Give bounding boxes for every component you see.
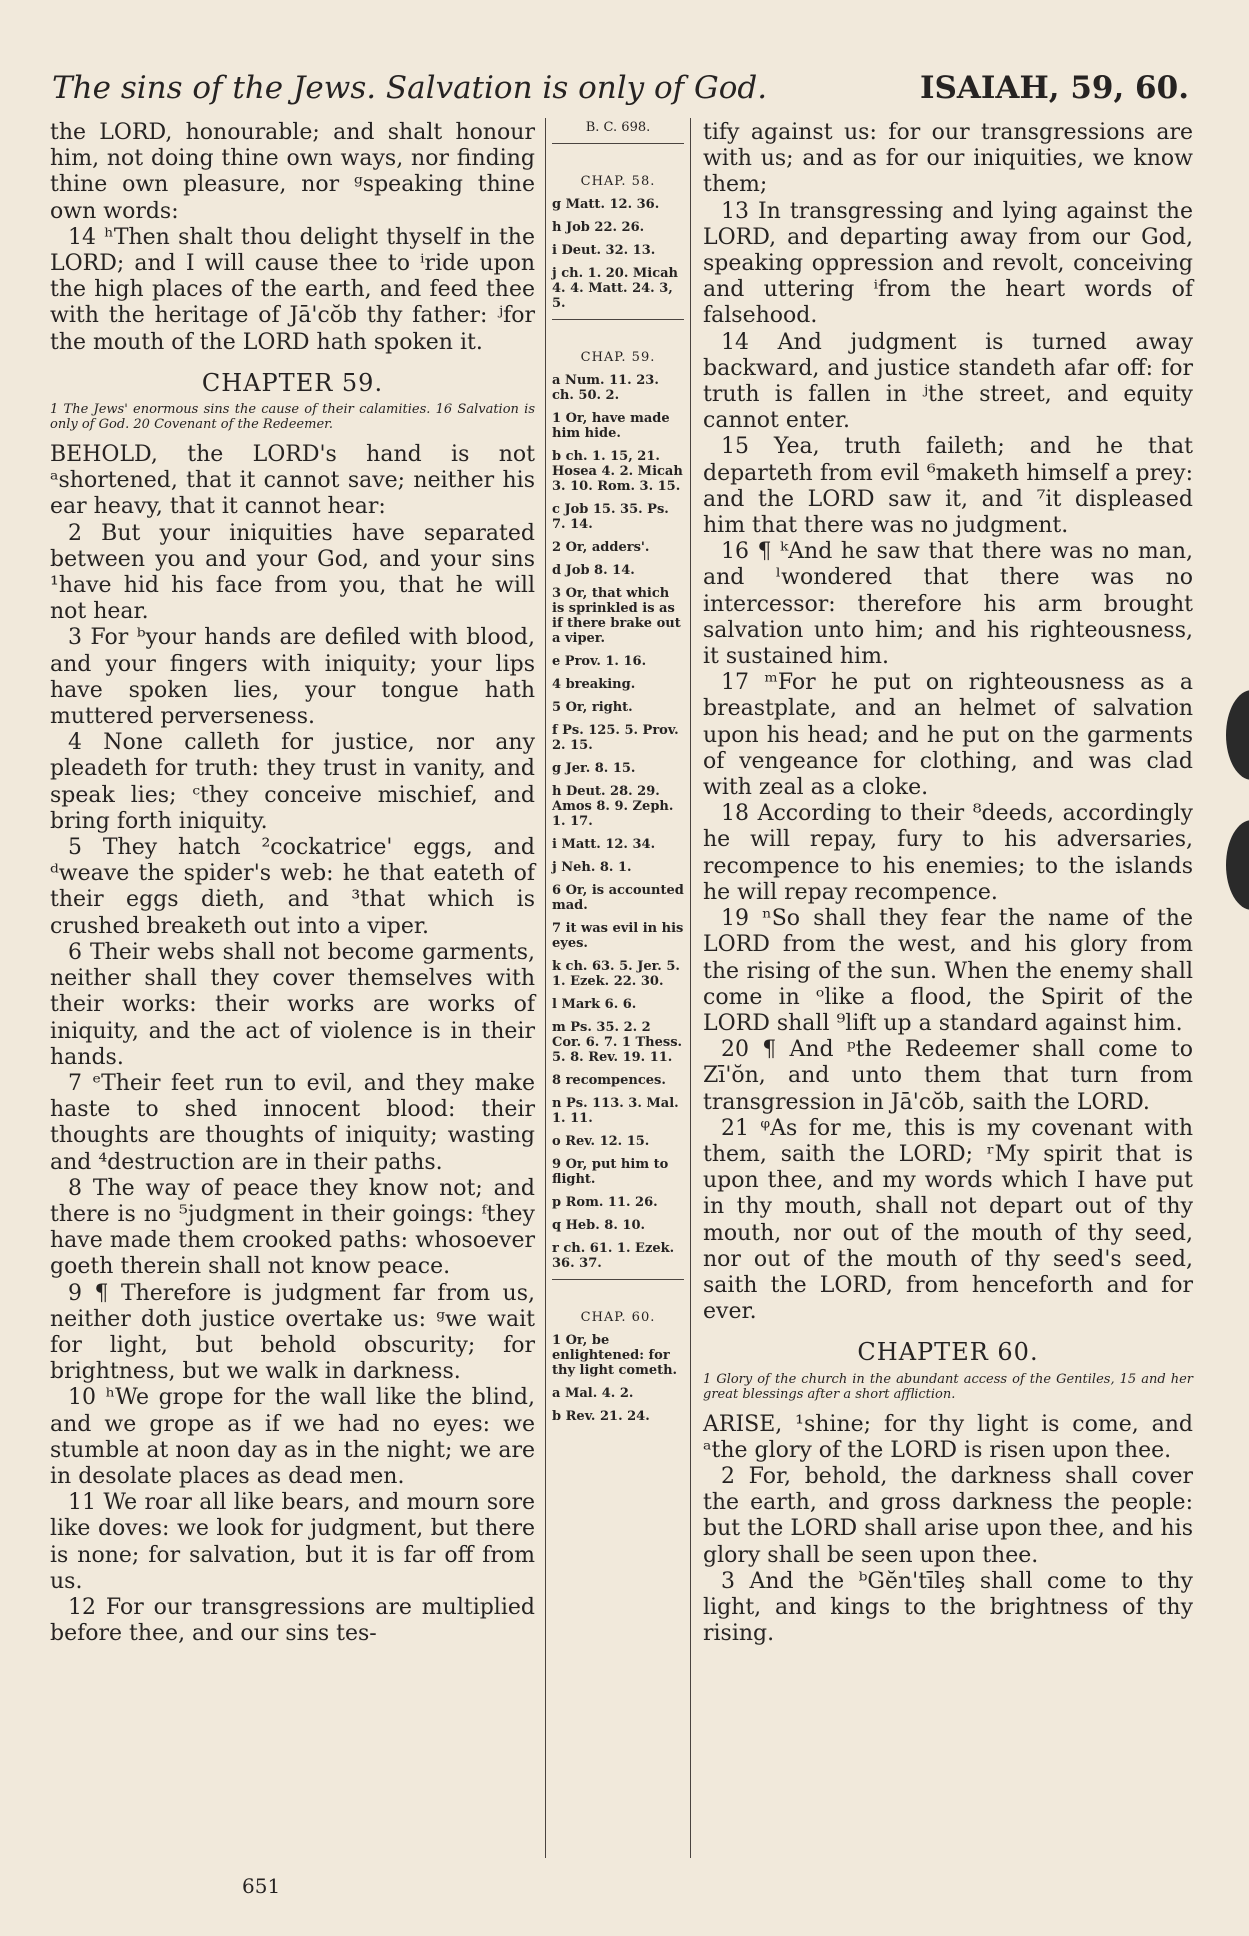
divider (552, 1279, 684, 1280)
verse-text: 7 ᵉTheir feet run to evil, and they make haste to shed innocent blood: their thoughts are thoughts of iniquity; wasting and ⁴destruction are in their paths. (50, 1070, 535, 1175)
page-number: 651 (242, 1874, 281, 1898)
cross-reference: c Job 15. 35. Ps. 7. 14. (552, 502, 669, 532)
verse-text: 19 ⁿSo shall they fear the name of the LORD from the west, and his glory from the rising of the sun. When the enemy shall come in ᵒlike a flood, the Spirit of the LORD shall ⁹lift up a standard against him. (703, 906, 1193, 1036)
cross-reference: 8 recompences. (552, 1073, 666, 1088)
verse-text: 6 Their webs shall not become garments, neither shall they cover themselves with their works: their works are works of iniquity, and the act of violence is in their hands. (50, 939, 535, 1070)
margin-chapter-label: CHAP. 58. (580, 174, 656, 189)
chapter-summary: 1 The Jews' enormous sins the cause of their calamities. 16 Salvation is only of God. 20 Covenant of the Redeemer. (50, 402, 535, 433)
cross-reference: i Deut. 32. 13. (552, 243, 656, 258)
verse-text: 17 ᵐFor he put on righteousness as a breastplate, and an helmet of salvation upon his head; and he put on the garments of vengeance for clothing, and was clad with zeal as a cloke. (703, 670, 1193, 801)
verse-text: 4 None calleth for justice, nor any pleadeth for truth: they trust in vanity, and speak lies; ᶜthey conceive mischief, and bring forth iniquity. (50, 730, 535, 834)
column-rule (545, 118, 546, 1858)
verse-text: 8 The way of peace they know not; and there is no ⁵judgment in their goings: ᶠthey have made them crooked paths: whosoever goeth therein shall not know peace. (50, 1175, 535, 1280)
cross-reference: b Rev. 21. 24. (552, 1409, 650, 1424)
divider (552, 143, 684, 144)
verse-text: 13 In transgressing and lying against the LORD, and departing away from our God, speaking oppression and revolt, conceiving and uttering ⁱfrom the heart words of falsehood. (703, 198, 1193, 329)
verse-text: 10 ʰWe grope for the wall like the blind, and we grope as if we had no eyes: we stumble at noon day as in the night; we are in desolate places as dead men. (50, 1385, 535, 1489)
date-note: B. C. 698. (585, 120, 651, 135)
cross-reference: e Prov. 1. 16. (552, 654, 647, 669)
verse-text: 11 We roar all like bears, and mourn sore like doves: we look for judgment, but there is none; for salvation, but it is far off from us. (50, 1490, 535, 1594)
cross-reference: l Mark 6. 6. (552, 997, 637, 1012)
verse-text: 15 Yea, truth faileth; and he that departeth from evil ⁶maketh himself a prey: and the LORD saw it, and ⁷it displeased him that there was no judgment. (703, 434, 1193, 539)
cross-reference: n Ps. 113. 3. Mal. 1. 11. (552, 1096, 679, 1126)
margin-chapter-label: CHAP. 60. (580, 1310, 656, 1325)
cross-reference: j Neh. 8. 1. (552, 860, 632, 875)
cross-reference: d Job 8. 14. (552, 563, 635, 578)
running-head-left: The sins of the Jews. Salvation is only of God. (52, 70, 768, 106)
cross-reference: 9 Or, put him to flight. (552, 1157, 669, 1187)
chapter-heading: CHAPTER 60. (857, 1338, 1039, 1367)
cross-reference: h Job 22. 26. (552, 220, 645, 235)
cross-reference: h Deut. 28. 29. Amos 8. 9. Zeph. 1. 17. (552, 784, 674, 829)
cross-reference: j ch. 1. 20. Micah 4. 4. Matt. 24. 3, 5. (552, 266, 679, 311)
chapter-summary: 1 Glory of the church in the abundant access of the Gentiles, 15 and her great blessings after a short affliction. (703, 1371, 1193, 1402)
column-rule (690, 118, 691, 1858)
verse-text: 2 For, behold, the darkness shall cover the earth, and gross darkness the people: but the LORD shall arise upon thee, and his glory shall be seen upon thee. (703, 1463, 1193, 1568)
cross-reference: f Ps. 125. 5. Prov. 2. 15. (552, 723, 679, 753)
cross-reference: m Ps. 35. 2. 2 Cor. 6. 7. 1 Thess. 5. 8. Rev. 19. 11. (552, 1020, 683, 1065)
cross-reference: k ch. 63. 5. Jer. 5. 1. Ezek. 22. 30. (552, 959, 680, 989)
right-column (703, 120, 1193, 1647)
verse-text: tify against us: for our transgressions are with us; and as for our iniquities, we know them; (703, 120, 1193, 198)
running-head-right: ISAIAH, 59, 60. (919, 70, 1189, 106)
cross-reference: q Heb. 8. 10. (552, 1218, 646, 1233)
verse-text: the LORD, honourable; and shalt honour him, not doing thine own ways, nor finding thine own pleasure, nor ᵍspeaking thine own words: (50, 120, 535, 224)
verse-text: 3 For ᵇyour hands are defiled with blood, and your fingers with iniquity; your lips have spoken lies, your tongue hath muttered perverseness. (50, 625, 535, 730)
cross-reference: 5 Or, right. (552, 700, 633, 715)
verse-text: ARISE, ¹shine; for thy light is come, and ᵃthe glory of the LORD is risen upon thee. (703, 1411, 1193, 1463)
verse-text: 3 And the ᵇGĕn'tīleş shall come to thy light, and kings to the brightness of thy rising. (703, 1568, 1193, 1647)
thumb-index-tab[interactable] (1226, 690, 1249, 780)
verse-text: 16 ¶ ᵏAnd he saw that there was no man, and ˡwondered that there was no intercessor: therefore his arm brought salvation unto him; and his righteousness, it sustained him. (703, 539, 1193, 670)
thumb-index-tab[interactable] (1226, 820, 1249, 910)
verse-text: 14 And judgment is turned away backward, and justice standeth afar off: for truth is fallen in ʲthe street, and equity cannot enter. (703, 329, 1193, 434)
verse-text: 5 They hatch ²cockatrice' eggs, and ᵈweave the spider's web: he that eateth of their eggs dieth, and ³that which is crushed breaketh out into a viper. (50, 835, 535, 939)
cross-reference: a Mal. 4. 2. (552, 1386, 634, 1401)
verse-text: 18 According to their ⁸deeds, accordingly he will repay, fury to his adversaries, recompence to his enemies; to the islands he will repay recompence. (703, 801, 1193, 905)
verse-text: 9 ¶ Therefore is judgment far from us, neither doth justice overtake us: ᵍwe wait for light, but behold obscurity; for brightness, but we walk in darkness. (50, 1280, 535, 1385)
verse-text: 21 ᵠAs for me, this is my covenant with them, saith the LORD; ʳMy spirit that is upon thee, and my words which I have put in thy mouth, shall not depart out of thy mouth, nor out of the mouth of thy seed, nor out of the mouth of thy seed's seed, saith the LORD, from henceforth and for ever. (703, 1115, 1193, 1325)
cross-reference: 7 it was evil in his eyes. (552, 921, 684, 951)
verse-text: 12 For our transgressions are multiplied before thee, and our sins tes- (50, 1594, 535, 1647)
cross-reference: i Matt. 12. 34. (552, 837, 656, 852)
cross-reference: r ch. 61. 1. Ezek. 36. 37. (552, 1241, 675, 1271)
verse-text: 20 ¶ And ᵖthe Redeemer shall come to Zī'ŏn, and unto them that turn from transgression in Jā'cŏb, saith the LORD. (703, 1037, 1193, 1115)
cross-reference: g Matt. 12. 36. (552, 197, 660, 212)
verse-text: 2 But your iniquities have separated between you and your God, and your sins ¹have hid his face from you, that he will not hear. (50, 520, 535, 625)
cross-reference: 3 Or, that which is sprinkled is as if there brake out a viper. (552, 586, 681, 646)
center-reference-column (552, 120, 684, 1432)
verse-text: BEHOLD, the LORD's hand is not ᵃshortened, that it cannot save; neither his ear heavy, that it cannot hear: (50, 442, 535, 520)
cross-reference: a Num. 11. 23. ch. 50. 2. (552, 373, 659, 403)
cross-reference: o Rev. 12. 15. (552, 1134, 650, 1149)
cross-reference: 1 Or, have made him hide. (552, 411, 670, 441)
divider (552, 319, 684, 320)
cross-reference: p Rom. 11. 26. (552, 1195, 658, 1210)
cross-reference: 1 Or, be enlightened: for thy light cometh. (552, 1333, 678, 1378)
cross-reference: g Jer. 8. 15. (552, 761, 636, 776)
margin-chapter-label: CHAP. 59. (580, 350, 656, 365)
chapter-heading: CHAPTER 59. (201, 368, 384, 397)
cross-reference: 6 Or, is accounted mad. (552, 883, 684, 913)
cross-reference: b ch. 1. 15, 21. Hosea 4. 2. Micah 3. 10. Rom. 3. 15. (552, 449, 683, 494)
left-column (50, 120, 535, 1647)
cross-reference: 2 Or, adders'. (552, 540, 650, 555)
cross-reference: 4 breaking. (552, 677, 636, 692)
verse-text: 14 ʰThen shalt thou delight thyself in the LORD; and I will cause thee to ⁱride upon the high places of the earth, and feed thee with the heritage of Jā'cŏb thy father: ʲfor the mouth of the LORD hath spoken it. (50, 224, 535, 355)
